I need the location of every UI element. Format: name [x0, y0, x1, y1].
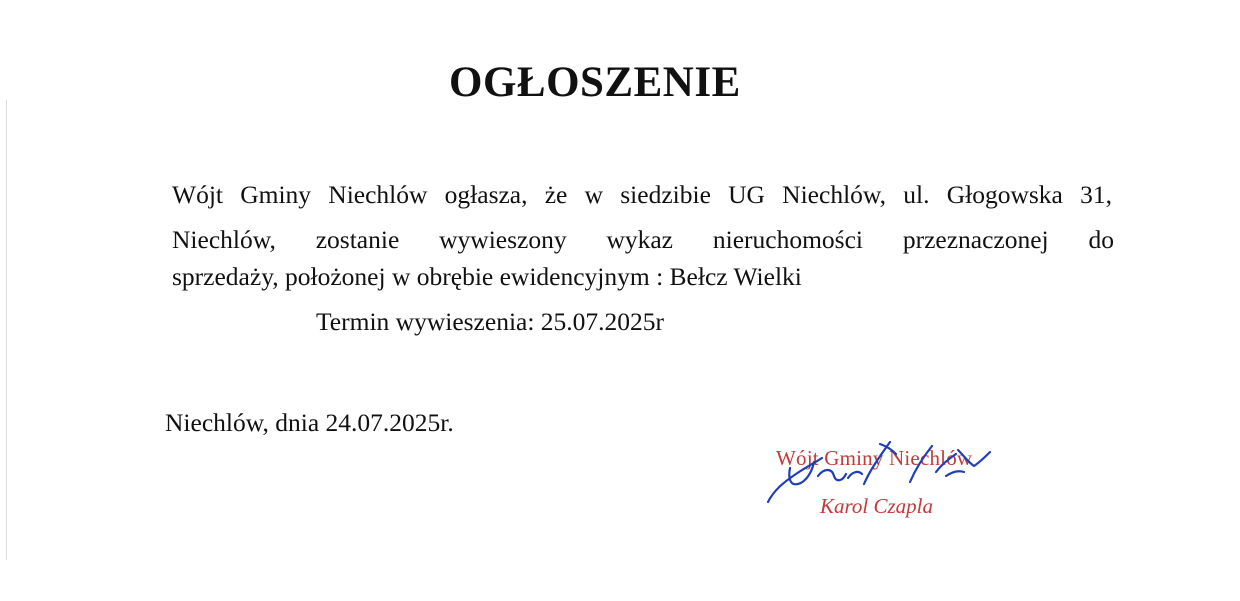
- stamp-official-name: Karol Czapla: [820, 494, 933, 518]
- body-text-line-2: Niechlów, zostanie wywieszony wykaz nieruchomości przeznaczonej do: [172, 225, 1114, 254]
- signature-stroke-8: [936, 454, 956, 472]
- posting-term: Termin wywieszenia: 25.07.2025r: [316, 307, 665, 336]
- signature-stroke-3: [818, 470, 846, 480]
- stamp-office-title: Wójt Gminy Niechlów: [776, 446, 973, 470]
- signature-stroke-9: [958, 450, 990, 466]
- body-text-line-3: sprzedaży, położonej w obrębie ewidencyjnym : Bełcz Wielki: [172, 262, 802, 291]
- document-title: OGŁOSZENIE: [449, 59, 741, 106]
- signature-stroke-4: [848, 472, 862, 478]
- place-and-date: Niechlów, dnia 24.07.2025r.: [165, 408, 454, 437]
- signature-stroke-5: [864, 442, 890, 484]
- scan-edge-line: [6, 100, 7, 560]
- signature-stroke-10: [946, 471, 964, 476]
- handwritten-signature: [760, 432, 1000, 512]
- body-text-line-1: Wójt Gminy Niechlów ogłasza, że w siedzibie UG Niechlów, ul. Głogowska 31,: [172, 180, 1112, 209]
- signature-stroke-7: [910, 446, 932, 482]
